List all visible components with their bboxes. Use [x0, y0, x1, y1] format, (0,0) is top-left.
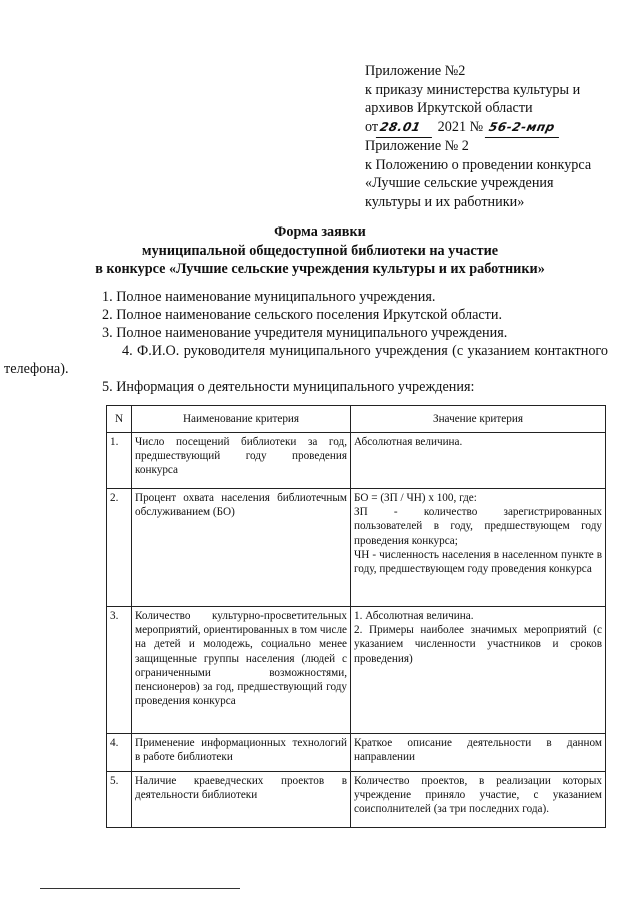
row-value [351, 734, 606, 772]
row-number: 3. [107, 607, 132, 734]
list-item: 2. Полное наименование сельского поселения Иркутской области. [102, 307, 503, 323]
value-line: ЗП - количество зарегистрированных пользователей в году, предшествующем году проведения конкурса; [354, 506, 602, 547]
list-item: 5. Информация о деятельности муниципального учреждения: [102, 379, 475, 395]
table-row [107, 607, 606, 734]
appendix-line: Приложение №2 [365, 63, 466, 79]
value-line: Абсолютная величина. [354, 436, 463, 448]
value-line: 2. Примеры наиболее значимых мероприятий (с указанием численности участников и сроков проведения) [354, 624, 602, 665]
appendix-line: культуры и их работники» [365, 193, 525, 210]
row-criterion: Процент охвата населения библиотечным обслуживанием (БО) [132, 489, 351, 607]
appendix-date-line [365, 118, 615, 138]
row-number: 5. [107, 772, 132, 828]
list-item: 4. Ф.И.О. руководителя муниципального учреждения (с указанием контактного телефона). [4, 343, 608, 377]
row-criterion: Наличие краеведческих проектов в деятельности библиотеки [132, 772, 351, 828]
value-line: ЧН - численность населения в населенном пункте в году, предшествующем году проведения конкурса [354, 548, 602, 576]
value-line: Краткое описание деятельности в данном направлении [354, 737, 602, 764]
appendix-line: Приложение № 2 [365, 138, 469, 154]
appendix-line: к Положению о проведении конкурса [365, 156, 592, 173]
row-criterion: Количество культурно-просветительных мероприятий, ориентированных в том числе на детей и молодежь, социально менее защищенные группы населения (людей с ограниченными возможностями, пенсионеров) за год, предшествующий году проведения конкурса [132, 607, 351, 734]
table-row [107, 734, 606, 772]
row-number: 1. [107, 433, 132, 489]
appendix-line: «Лучшие сельские учреждения [365, 175, 554, 191]
appendix-line: архивов Иркутской области [365, 100, 533, 116]
form-items-list [4, 288, 608, 396]
value-line: 1. Абсолютная величина. [354, 610, 474, 622]
row-criterion: Число посещений библиотеки за год, предшествующий году проведения конкурса [132, 433, 351, 489]
title-line: муниципальной общедоступной библиотеки на участие [141, 242, 499, 259]
date-year: 2021 № [437, 118, 484, 135]
row-criterion: Применение информационных технологий в работе библиотеки [132, 734, 351, 772]
handwritten-number: 56-2-мпр [485, 118, 563, 138]
row-number: 2. [107, 489, 132, 607]
list-item: 3. Полное наименование учредителя муниципального учреждения. [102, 325, 508, 341]
value-line: БО = (ЗП / ЧН) x 100, где: [354, 492, 477, 504]
value-line: Количество проектов, в реализации которых учреждение приняло участие, с указанием соисполнителей (за три последних года). [354, 775, 602, 816]
row-value [351, 489, 606, 607]
appendix-line: к приказу министерства культуры и [365, 81, 581, 98]
row-value [351, 772, 606, 828]
appendix-header [365, 62, 615, 211]
row-number: 4. [107, 734, 132, 772]
table-row [107, 772, 606, 828]
handwritten-date: 28.01 [376, 118, 436, 138]
row-value [351, 607, 606, 734]
footnote-divider [40, 888, 240, 889]
table-row [107, 433, 606, 489]
header-value: Значение критерия [351, 406, 606, 433]
criteria-table [106, 405, 606, 828]
table-header-row [107, 406, 606, 433]
date-prefix: от [365, 118, 379, 135]
form-title [70, 223, 570, 279]
list-item: 1. Полное наименование муниципального учреждения. [102, 289, 436, 305]
header-number: N [107, 406, 132, 433]
header-criterion: Наименование критерия [132, 406, 351, 433]
title-line: Форма заявки [274, 224, 366, 240]
table-row [107, 489, 606, 607]
title-line: в конкурсе «Лучшие сельские учреждения культуры и их работники» [95, 261, 545, 277]
row-value [351, 433, 606, 489]
